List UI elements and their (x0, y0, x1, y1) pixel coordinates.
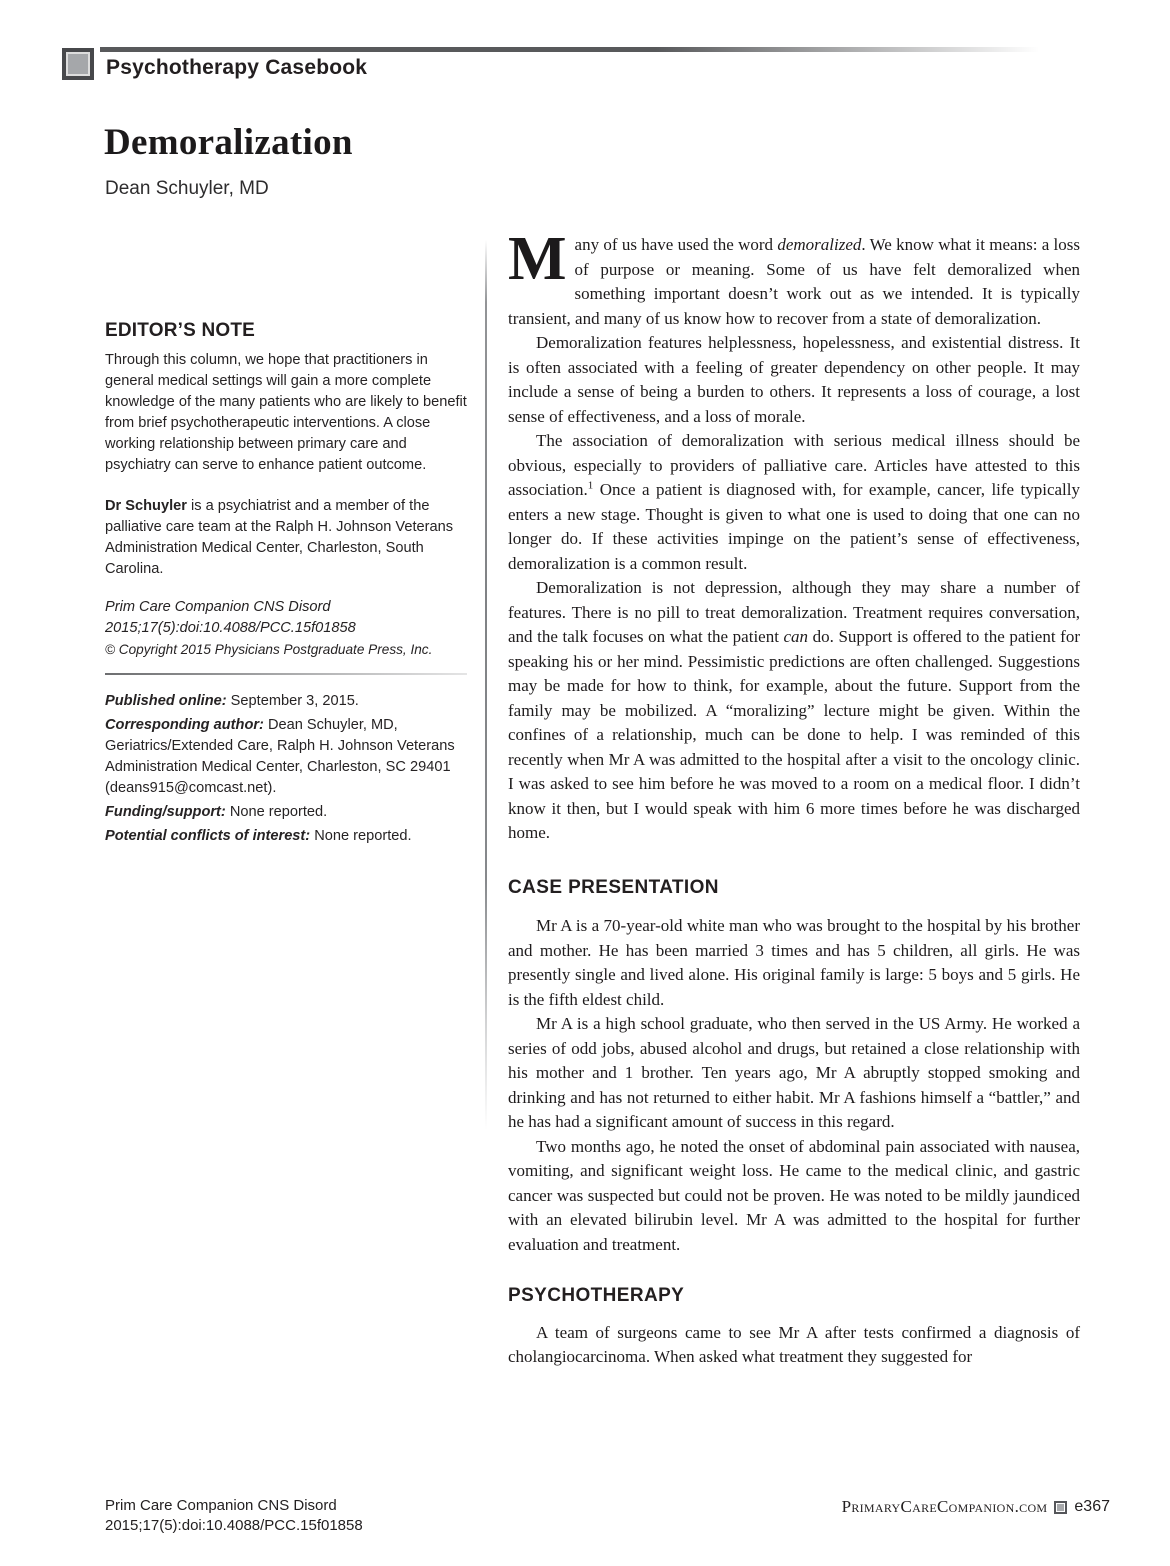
paragraph-intro (508, 225, 1081, 331)
paragraph-treatment-text: Demoralization is not depression, although they may share a number of features. There is no pill to treat demoralization. Treatment requires conversation, and the talk focuses on what the patient (508, 578, 1080, 646)
published-online-text: September 3, 2015. (226, 693, 359, 709)
header-rule (100, 47, 1110, 52)
paragraph-association-rest: Once a patient is diagnosed with, for example, cancer, life typically enters a new stage. Thought is given to what one is used to doing that one can no longer do. If these activities impinge on the patient’s sense of effectiveness, demoralization is a common result. (508, 480, 1080, 573)
column-divider (485, 240, 487, 1130)
paragraph-intro-rest: . We know what it means: a loss of purpose or meaning. Some of us have felt demoralized when something important doesn’t work out as we intended. It is typically transient, and many of us know how to recover from a state of demoralization. (508, 235, 1081, 328)
conflicts-of-interest-text: None reported. (310, 828, 412, 844)
case-paragraph-3: Two months ago, he noted the onset of abdominal pain associated with nausea, vomiting, and significant weight loss. He came to the medical clinic, and gastric cancer was suspected but could not be proven. He was noted to be mildly jaundiced with an elevated bilirubin level. Mr A was admitted to the hospital for further evaluation and treatment. (508, 1136, 1080, 1254)
funding-support (105, 802, 467, 823)
citation-line2: 2015;17(5):doi:10.4088/PCC.15f01858 (105, 620, 356, 636)
footer-site-name: PrimaryCareCompanion.com (841, 1497, 1048, 1516)
case-paragraph-1: Mr A is a 70-year-old white man who was brought to the hospital by his brother and mother. He has been married 3 times and has 5 children, all girls. He was presently single and lived alone. His original family is large: 5 boys and 5 girls. He is the fifth eldest child. (508, 916, 1080, 1009)
paragraph-association-text: The association of demoralization with serious medical illness should be obvious, especially to providers of palliative care. Articles have attested to this association. (508, 431, 1080, 499)
footer-right (842, 1497, 1110, 1517)
citation-line1: Prim Care Companion CNS Disord (105, 599, 331, 615)
case-paragraph-2: Mr A is a high school graduate, who then served in the US Army. He worked a series of odd jobs, abused alcohol and drugs, but retained a close relationship with his mother and 1 brother. Ten years ago, Mr A abruptly stopped smoking and drinking and has not returned to either habit. Mr A fashions himself a “battler,” and he has had a significant amount of success in this regard. (508, 1014, 1080, 1131)
conflicts-of-interest-label: Potential conflicts of interest: (105, 828, 311, 844)
funding-support-label: Funding/support: (105, 804, 226, 820)
author-bio (105, 496, 467, 580)
psychotherapy-paragraph-1: A team of surgeons came to see Mr A after tests confirmed a diagnosis of cholangiocarcinoma. When asked what treatment they suggested for (508, 1322, 1080, 1366)
corresponding-author-label: Corresponding author: (105, 717, 264, 733)
copyright-line: © Copyright 2015 Physicians Postgraduate Press, Inc. (105, 642, 433, 657)
footer-citation (105, 1496, 363, 1536)
editors-note-heading: EDITOR’S NOTE (105, 320, 256, 341)
paragraph-intro-text: any of us have used the word (574, 235, 778, 254)
article-body (508, 225, 1081, 1370)
casebook-square-icon-inner (68, 54, 88, 74)
author-bio-lead: Dr Schuyler (105, 498, 187, 514)
reference-superscript-1: 1 (587, 479, 594, 492)
italic-can: can (783, 627, 809, 646)
corresponding-author (105, 715, 467, 799)
sidebar-rule (105, 673, 467, 675)
paragraph-treatment (508, 576, 1080, 846)
paragraph-features: Demoralization features helplessness, hopelessness, and existential distress. It is often associated with a feeling of greater dependency on other people. It may include a sense of being a burden to others. It represents a loss of courage, a lost sense of effectiveness, and a loss of morale. (508, 333, 1080, 426)
case-presentation-heading: CASE PRESENTATION (508, 876, 719, 898)
article-title: Demoralization (104, 122, 353, 163)
journal-citation (105, 597, 467, 661)
paragraph-treatment-rest: do. Support is offered to the patient for speaking his or her mind. Pessimistic predictions are often challenged. Suggestions may be made for how to think, for example, about the future. Support from the family may be mobilized. A “moralizing” lecture might be given. Within the confines of a relationship, much can be done to help. I was reminded of this recently when Mr A was admitted to the hospital after a visit to the oncology clinic. I was asked to see him before he was moved to a room on a medical floor. I didn’t know it then, but I would speak with him 6 more times before he was discharged home. (508, 627, 1080, 842)
funding-support-text: None reported. (225, 804, 328, 820)
footer-page-number: e367 (1074, 1498, 1110, 1515)
footer-citation-line1: Prim Care Companion CNS Disord (105, 1497, 337, 1514)
paragraph-association (508, 429, 1080, 576)
conflicts-of-interest (105, 826, 467, 847)
published-online-label: Published online: (105, 693, 227, 709)
casebook-square-icon (62, 48, 94, 80)
corresponding-author-text: Dean Schuyler, MD, Geriatrics/Extended Care, Ralph H. Johnson Veterans Administration Medical Center, Charleston, SC 29401 (deans915@comcast.net). (105, 717, 455, 796)
column-kicker: Psychotherapy Casebook (106, 56, 368, 79)
footer-citation-line2: 2015;17(5):doi:10.4088/PCC.15f01858 (105, 1517, 363, 1534)
editors-note-body: Through this column, we hope that practitioners in general medical settings will gain a more complete knowledge of the many patients who are likely to benefit from brief psychotherapeutic interventions. A close working relationship between primary care and psychiatry can serve to enhance patient outcome. (105, 352, 467, 473)
dropcap-m: M (508, 225, 567, 293)
footer-square-icon (1054, 1501, 1067, 1514)
published-online (105, 691, 467, 712)
italic-demoralized: demoralized (777, 235, 862, 254)
sidebar (105, 320, 467, 850)
psychotherapy-heading: PSYCHOTHERAPY (508, 1285, 685, 1306)
author-bio-text: is a psychiatrist and a member of the palliative care team at the Ralph H. Johnson Veterans Administration Medical Center, Charleston, South Carolina. (105, 498, 454, 577)
article-author: Dean Schuyler, MD (105, 178, 269, 199)
